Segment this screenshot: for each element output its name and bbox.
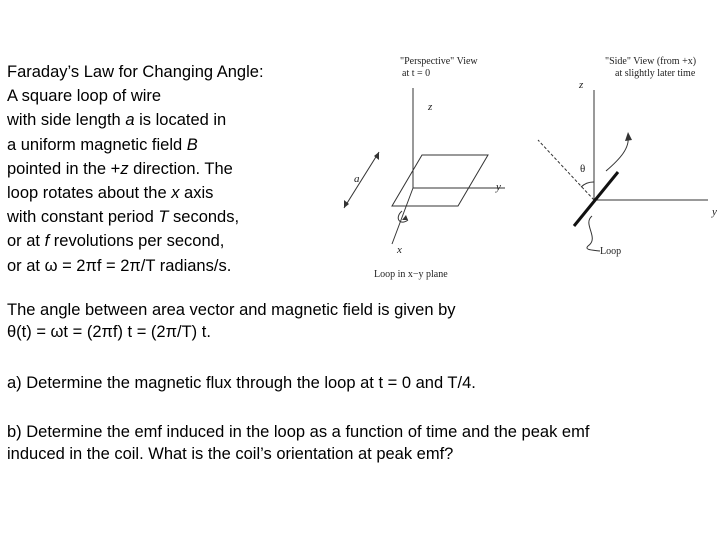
side-view-subtitle: at slightly later time [615,68,696,79]
intro-line-2: with side length a is located in [7,111,227,130]
angle-line-2: θ(t) = ωt = (2πf) t = (2π/T) t. [7,323,211,341]
side-y-label: y [712,206,717,218]
loop-figure [330,48,720,288]
loop-label: Loop [600,246,622,257]
question-b-line-2: induced in the coil. What is the coil’s orientation at peak emf? [7,445,454,463]
intro-line-7: or at f revolutions per second, [7,232,225,251]
intro-line-1: A square loop of wire [7,87,162,106]
angle-paragraph [7,299,456,343]
side-length-label: a [354,173,360,185]
loop-pointer [587,216,600,251]
intro-line-5: loop rotates about the x axis [7,184,214,203]
question-b-line-1: b) Determine the emf induced in the loop as a function of time and the peak emf [7,423,590,441]
question-b [7,421,589,465]
perspective-view-subtitle: at t = 0 [402,68,431,79]
intro-paragraph [7,60,264,278]
side-rotation-arrow [606,136,628,171]
side-rotation-arrowhead [625,132,632,141]
area-vector-dashed [538,140,594,200]
perspective-x-axis [392,188,413,244]
side-length-arrow [344,152,379,208]
intro-line-8: or at ω = 2πf = 2π/T radians/s. [7,256,232,275]
perspective-loop [392,155,488,206]
side-view-title: "Side" View (from +x) [605,56,697,67]
intro-title: Faraday’s Law for Changing Angle: [7,63,264,81]
theta-label: θ [580,163,586,175]
perspective-view-title: "Perspective" View [400,56,478,67]
side-loop-edge [574,172,618,226]
perspective-x-label: x [397,244,402,256]
intro-line-4: pointed in the +z direction. The [7,159,233,178]
side-z-label: z [579,79,584,91]
angle-line-1: The angle between area vector and magnetic field is given by [7,301,456,319]
perspective-caption: Loop in x−y plane [374,269,448,280]
theta-arc [581,182,594,187]
perspective-y-label: y [496,181,501,193]
question-a: a) Determine the magnetic flux through the loop at t = 0 and T/4. [7,374,476,392]
perspective-z-label: z [428,101,433,113]
intro-line-3: a uniform magnetic field B [7,135,198,154]
intro-line-6: with constant period T seconds, [7,208,240,227]
